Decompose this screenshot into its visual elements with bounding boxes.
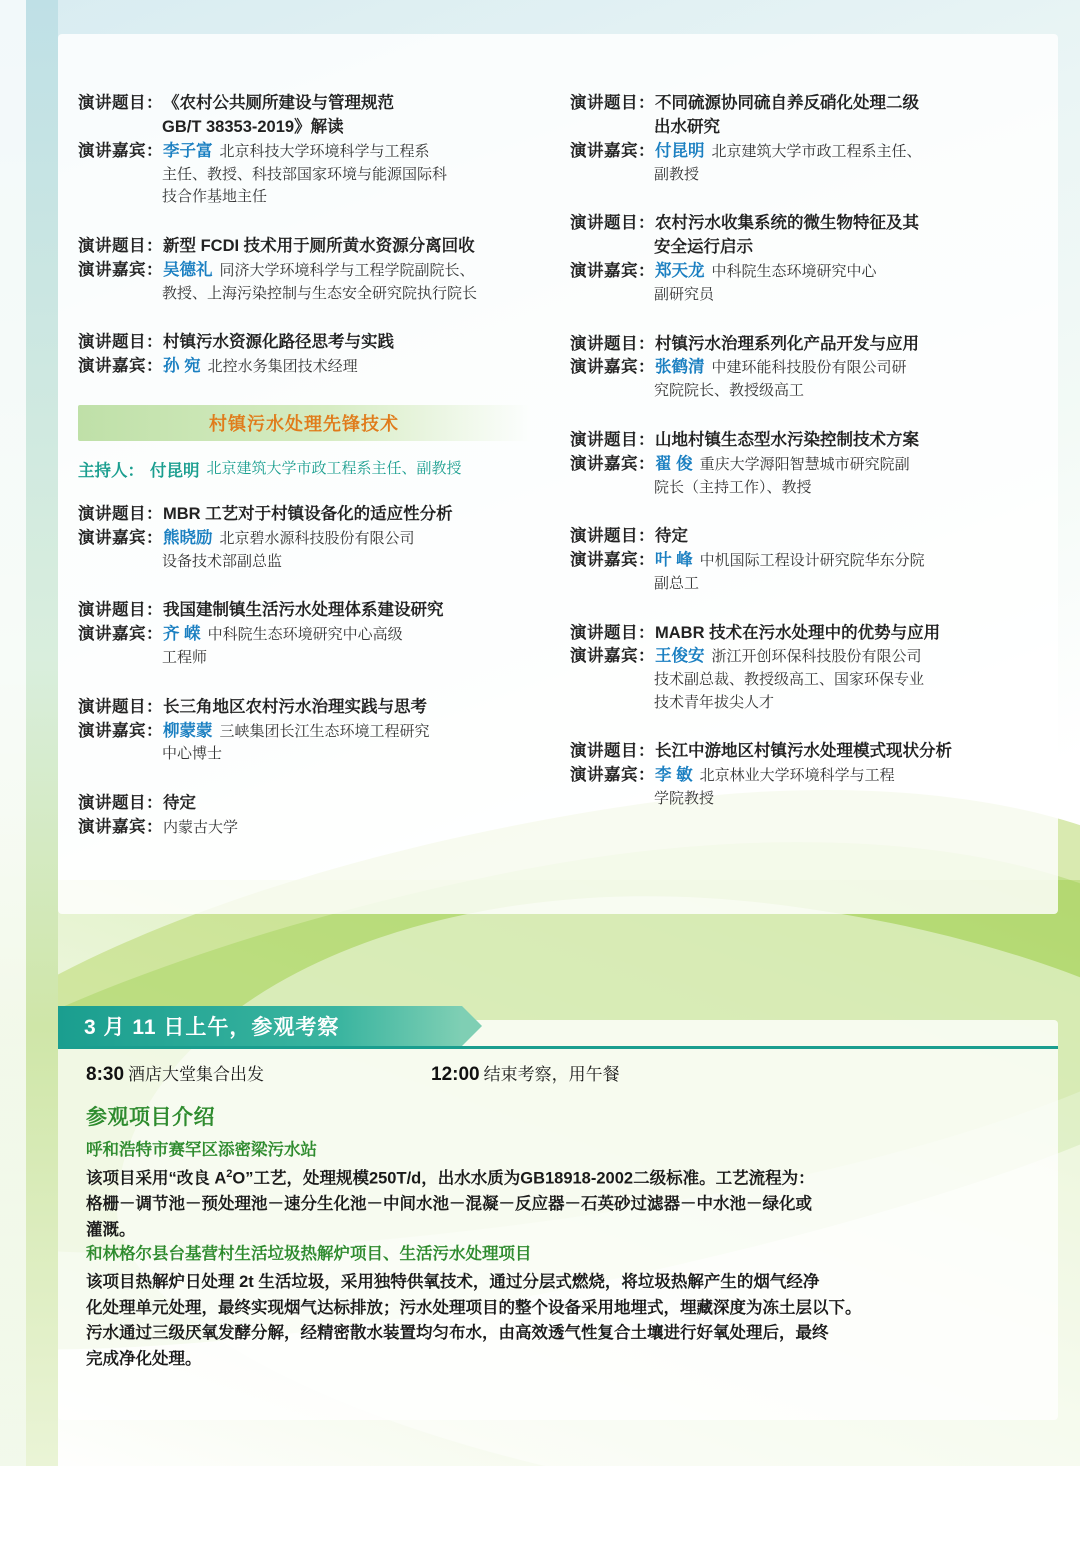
speaker-name: 孙 宛 xyxy=(163,357,201,376)
session-entry xyxy=(78,599,533,669)
topic-label: 演讲题目： xyxy=(78,94,163,112)
topic-label: 演讲题目： xyxy=(78,236,163,255)
speaker-affiliation: 北京建筑大学市政工程系主任、 xyxy=(711,143,922,160)
project-paragraph-line: 格栅－调节池－预处理池－速分生化池－中间水池－混凝－反应器－石英砂过滤器－中水池－绿化或 xyxy=(86,1195,812,1214)
topic-text: 《农村公共厕所建设与管理规范 xyxy=(163,94,394,112)
speaker-affiliation: 浙江开创环保科技股份有限公司 xyxy=(711,649,922,666)
speaker-affiliation-line: 中心博士 xyxy=(162,746,223,763)
project-block xyxy=(86,1136,1006,1243)
session-entry xyxy=(570,740,1025,810)
session-entry xyxy=(78,503,533,573)
speaker-label: 演讲嘉宾： xyxy=(570,358,655,377)
topic-text: 新型 FCDI 技术用于厕所黄水资源分离回收 xyxy=(163,236,475,255)
topic-text: 山地村镇生态型水污染控制技术方案 xyxy=(655,430,919,449)
schedule-row xyxy=(86,1060,1046,1086)
schedule-text: 酒店大堂集合出发 xyxy=(128,1065,265,1084)
speaker-name: 郑天龙 xyxy=(655,262,705,281)
project-paragraph-superscript: 2 xyxy=(226,1168,233,1180)
speaker-affiliation: 北京林业大学环境科学与工程 xyxy=(699,768,895,785)
speaker-affiliation: 三峡集团长江生态环境工程研究 xyxy=(219,723,430,740)
speaker-affiliation: 北京碧水源科技股份有限公司 xyxy=(219,530,415,547)
project-paragraph-post: O”工艺，处理规模250T/d，出水水质为GB18918-2002二级标准。工艺流程为： xyxy=(232,1169,815,1188)
speaker-affiliation-line: 技术副总裁、教授级高工、国家环保专业 xyxy=(654,672,925,689)
topic-text: 村镇污水治理系列化产品开发与应用 xyxy=(655,334,919,353)
topic-label: 演讲题目： xyxy=(570,430,655,449)
speaker-name: 柳蒙蒙 xyxy=(163,721,213,740)
visit-section-title: 3 月 11 日上午，参观考察 xyxy=(84,1016,340,1039)
topic-text: MBR 工艺对于村镇设备化的适应性分析 xyxy=(163,504,453,523)
topic-text: 我国建制镇生活污水处理体系建设研究 xyxy=(163,601,444,620)
speaker-affiliation: 同济大学环境科学与工程学院副院长、 xyxy=(219,262,475,279)
topic-text: MABR 技术在污水处理中的优势与应用 xyxy=(655,623,941,642)
left-column xyxy=(78,92,533,866)
project-paragraph-line: 化处理单元处理，最终实现烟气达标排放；污水处理项目的整个设备采用地埋式，埋藏深度为冻土层以下。 xyxy=(86,1298,862,1317)
speaker-affiliation: 北控水务集团技术经理 xyxy=(207,359,358,376)
session-entry xyxy=(78,331,533,379)
host-label: 主持人： xyxy=(78,461,144,480)
section-banner-text: 村镇污水处理先锋技术 xyxy=(209,413,399,434)
speaker-label: 演讲嘉宾： xyxy=(78,141,163,160)
speaker-label: 演讲嘉宾： xyxy=(78,357,163,376)
project-name: 和林格尔县台基营村生活垃圾热解炉项目、生活污水处理项目 xyxy=(86,1245,532,1263)
session-entry xyxy=(570,333,1025,403)
schedule-text: 结束考察，用午餐 xyxy=(483,1065,620,1084)
speaker-name: 齐 嵘 xyxy=(163,625,201,644)
speaker-name: 付昆明 xyxy=(655,141,705,160)
session-entry xyxy=(78,92,533,209)
speaker-affiliation-line: 工程师 xyxy=(162,650,208,667)
speaker-affiliation-line: 技术青年拔尖人才 xyxy=(654,694,775,711)
project-paragraph xyxy=(86,1166,1006,1192)
host-affiliation: 北京建筑大学市政工程系主任、副教授 xyxy=(206,460,462,477)
project-block xyxy=(86,1240,1006,1372)
speaker-name: 李子富 xyxy=(163,141,213,160)
session-entry xyxy=(78,235,533,305)
topic-text: 长三角地区农村污水治理实践与思考 xyxy=(163,697,427,716)
speaker-label: 演讲嘉宾： xyxy=(570,262,655,281)
project-paragraph-line: 该项目热解炉日处理 2t 生活垃圾，采用独特供氧技术，通过分层式燃烧，将垃圾热解产生的烟气经净 xyxy=(86,1273,820,1291)
speaker-affiliation: 中机国际工程设计研究院华东分院 xyxy=(699,553,925,570)
topic-label: 演讲题目： xyxy=(78,601,163,620)
background-left-bar-inner xyxy=(0,0,26,1466)
project-paragraph-pre: 该项目采用“改良 A xyxy=(86,1169,227,1188)
session-entry xyxy=(570,525,1025,595)
topic-label: 演讲题目： xyxy=(78,333,163,352)
speaker-affiliation-line: 主任、教授、科技部国家环境与能源国际科 xyxy=(162,166,448,183)
speaker-affiliation: 重庆大学溽阳智慧城市研究院副 xyxy=(699,456,910,473)
speaker-name: 张鹤清 xyxy=(655,358,705,377)
host-name: 付昆明 xyxy=(150,461,200,480)
speaker-affiliation-line: 设备技术部副总监 xyxy=(162,553,283,570)
topic-text: 村镇污水资源化路径思考与实践 xyxy=(163,333,394,352)
host-row xyxy=(78,457,533,481)
speaker-label: 演讲嘉宾： xyxy=(570,647,655,666)
topic-text: 农村污水收集系统的微生物特征及其 xyxy=(655,214,919,233)
topic-text-line2: 出水研究 xyxy=(654,117,720,136)
topic-label: 演讲题目： xyxy=(78,697,163,716)
speaker-affiliation: 中科院生态环境研究中心 xyxy=(711,264,877,281)
speaker-name: 翟 俊 xyxy=(655,454,693,473)
visit-section-header xyxy=(58,1006,462,1046)
speaker-affiliation: 北京科技大学环境科学与工程系 xyxy=(219,143,430,160)
topic-label: 演讲题目： xyxy=(570,623,655,642)
speaker-affiliation-line: 技合作基地主任 xyxy=(162,189,268,206)
header-arrow-icon xyxy=(462,1006,482,1046)
speaker-label: 演讲嘉宾： xyxy=(570,141,655,160)
speaker-affiliation: 中建环能科技股份有限公司研 xyxy=(711,360,907,377)
topic-label: 演讲题目： xyxy=(78,504,163,523)
speaker-label: 演讲嘉宾： xyxy=(78,625,163,644)
speaker-label: 演讲嘉宾： xyxy=(78,721,163,740)
speaker-affiliation-line: 究院院长、教授级高工 xyxy=(654,383,805,400)
schedule-time: 8:30 xyxy=(86,1064,125,1085)
session-entry xyxy=(78,792,533,840)
session-entry xyxy=(78,696,533,766)
section-divider xyxy=(58,1046,1058,1049)
topic-text-line2: 安全运行启示 xyxy=(654,238,753,257)
schedule-time: 12:00 xyxy=(431,1064,480,1085)
speaker-affiliation-line: 副教授 xyxy=(654,166,700,183)
speaker-affiliation: 中科院生态环境研究中心高级 xyxy=(207,627,403,644)
right-column xyxy=(570,92,1025,837)
speaker-label: 演讲嘉宾： xyxy=(78,528,163,547)
topic-text: 待定 xyxy=(163,793,196,812)
session-entry xyxy=(570,622,1025,715)
speaker-affiliation-line: 学院教授 xyxy=(654,791,715,808)
speaker-affiliation-line: 院长（主持工作）、教授 xyxy=(654,479,812,496)
topic-text: 长江中游地区村镇污水处理模式现状分析 xyxy=(655,742,952,761)
speaker-name: 王俊安 xyxy=(655,647,705,666)
project-paragraph-line: 污水通过三级厌氧发酵分解，经精密散水装置均匀布水，由高效透气性复合土壤进行好氧处理后，最终 xyxy=(86,1324,829,1343)
topic-label: 演讲题目： xyxy=(570,334,655,353)
speaker-name: 熊晓励 xyxy=(163,528,213,547)
speaker-name: 吴德礼 xyxy=(163,260,213,279)
speaker-affiliation-line: 副总工 xyxy=(654,576,700,593)
topic-label: 演讲题目： xyxy=(570,742,655,761)
session-entry xyxy=(570,92,1025,186)
section-banner xyxy=(78,405,530,441)
schedule-item xyxy=(86,1060,431,1086)
topic-label: 演讲题目： xyxy=(570,94,655,112)
project-name: 呼和浩特市赛罕区添密梁污水站 xyxy=(86,1141,317,1159)
topic-label: 演讲题目： xyxy=(570,527,655,546)
speaker-label: 演讲嘉宾： xyxy=(570,551,655,570)
speaker-label: 演讲嘉宾： xyxy=(570,454,655,473)
topic-label: 演讲题目： xyxy=(570,214,655,233)
topic-text-line2: GB/T 38353-2019》解读 xyxy=(162,117,344,136)
speaker-affiliation-line: 副研究员 xyxy=(654,287,715,304)
topic-text: 不同硫源协同硫自养反硝化处理二级 xyxy=(655,94,919,112)
speaker-affiliation-line: 教授、上海污染控制与生态安全研究院执行院长 xyxy=(162,285,478,302)
topic-label: 演讲题目： xyxy=(78,793,163,812)
visit-intro-title: 参观项目介绍 xyxy=(86,1106,215,1129)
topic-text: 待定 xyxy=(655,527,688,546)
project-paragraph-line: 完成净化处理。 xyxy=(86,1349,202,1368)
speaker-affiliation: 内蒙古大学 xyxy=(163,819,239,836)
speaker-label: 演讲嘉宾： xyxy=(570,766,655,785)
speaker-label: 演讲嘉宾： xyxy=(78,817,163,836)
speaker-label: 演讲嘉宾： xyxy=(78,260,163,279)
speaker-name: 叶 峰 xyxy=(655,551,693,570)
speaker-name: 李 敏 xyxy=(655,766,693,785)
session-entry xyxy=(570,429,1025,499)
schedule-item xyxy=(431,1060,620,1086)
project-paragraph-line: 灌溉。 xyxy=(86,1220,136,1239)
session-entry xyxy=(570,212,1025,306)
